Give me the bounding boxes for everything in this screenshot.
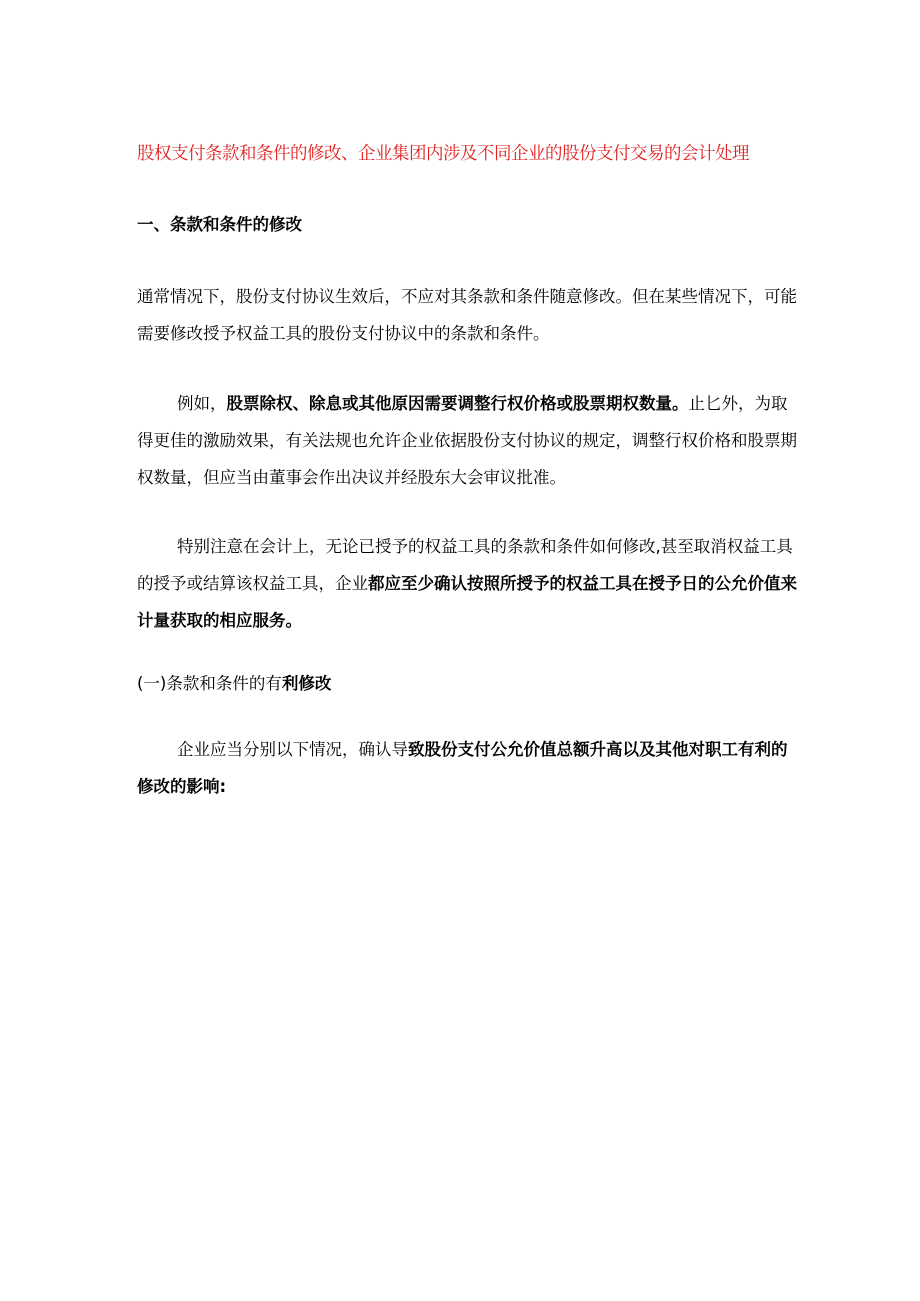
paragraph-example — [137, 385, 797, 496]
paragraph-accounting-note — [137, 528, 797, 639]
section-heading: 一、条款和条件的修改 — [137, 215, 302, 234]
paragraph-accounting-note-bold: 都应至少确认按照所授予的权益工具在授予日的公允价值来计量获取的相应服务。 — [137, 574, 797, 630]
document-title: 股权支付条款和条件的修改、企业集团内涉及不同企业的股份支付交易的会计处理 — [137, 144, 749, 164]
paragraph-favorable-modification-bold: 致股份支付公允价值总额升高以及其他对职工有利的修改的影响: — [137, 740, 788, 796]
document-body — [137, 140, 797, 805]
paragraph-general-rule: 通常情况下，股份支付协议生效后，不应对其条款和条件随意修改。但在某些情况下，可能需要修改授予权益工具的股份支付协议中的条款和条件。 — [137, 287, 797, 343]
paragraph-favorable-modification-lead: 企业应当分别以下情况，确认导 — [177, 740, 408, 759]
subsection-heading — [137, 670, 797, 698]
paragraph-example-lead: 例如， — [177, 394, 227, 413]
paragraph-example-tail: 止匕外，为取得更佳的激励效果，有关法规也允许企业依据股份支付协议的规定，调整行权价格和股票期权数量，但应当由董事会作出决议并经股东大会审议批准。 — [137, 394, 797, 487]
subsection-heading-normal: (一)条款和条件的有 — [137, 674, 282, 693]
subsection-heading-bold: 利修改 — [281, 674, 332, 693]
paragraph-accounting-note-lead: 特别注意在会计上，无论已授予的权益工具的条款和条件如何修改,甚至取消权益工具的授予或结算该权益工具，企业 — [137, 537, 793, 593]
paragraph-favorable-modification — [137, 731, 797, 805]
paragraph-example-bold: 股票除权、除息或其他原因需要调整行权价格或股票期权数量。 — [226, 394, 689, 413]
